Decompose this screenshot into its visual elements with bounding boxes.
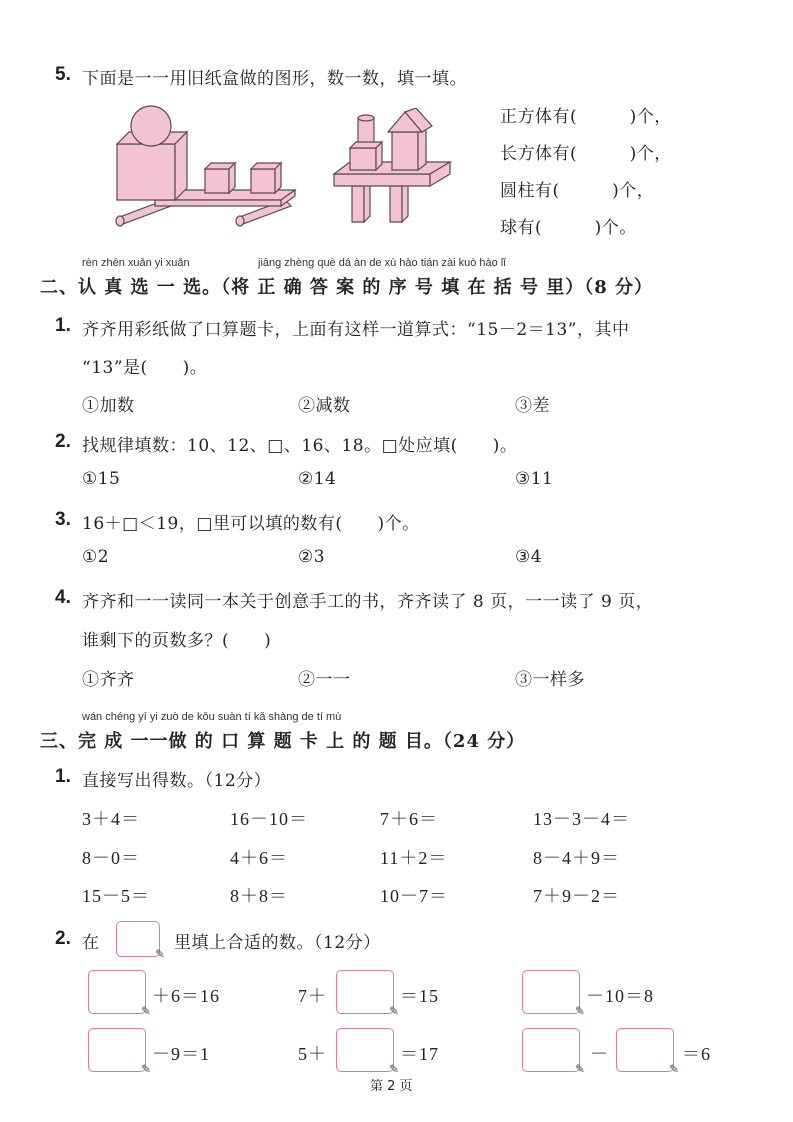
pencil-icon: ✎ [388,1004,399,1018]
answer-cylinder: 圆柱有( )个， [500,181,655,201]
option-1: ①加数 [82,396,135,416]
equation: 8＋8＝ [230,886,288,906]
option-2: ②减数 [298,396,351,416]
section2-pinyin-b: jiāng zhèng què dá àn de xù hào tián zài kuò hào lǐ [258,257,506,269]
equation-mid: － [590,1044,609,1064]
question-number: 2. [55,928,71,949]
question-text: “13”是( )。 [82,358,208,378]
option-2: ②14 [298,469,337,489]
section3-title: 三、完 成 一一做 的 口 算 题 卡 上 的 题 目。（24 分） [40,731,526,752]
question-number: 3. [55,509,71,530]
equation: 8－0＝ [82,848,140,868]
question-text: 齐齐用彩纸做了口算题卡，上面有这样一道算式：“15－2＝13”，其中 [82,320,630,340]
answer-cuboid: 长方体有( )个， [500,144,672,164]
equation: 8－4＋9＝ [533,848,620,868]
section2-pinyin-a: rèn zhēn xuǎn yi xuǎn [82,257,190,269]
pencil-icon: ✎ [154,947,165,961]
equation: 7＋6＝ [380,809,438,829]
question-number: 1. [55,315,71,336]
pencil-icon: ✎ [574,1062,585,1076]
equation: 4＋6＝ [230,848,288,868]
equation: 15－5＝ [82,886,150,906]
option-3: ③11 [515,469,554,489]
option-1: ①2 [82,547,110,567]
equation-head: 5＋ [298,1044,327,1064]
answer-box[interactable] [616,1028,679,1076]
question-number: 5. [55,64,71,85]
option-1: ①齐齐 [82,670,135,690]
pencil-icon: ✎ [140,1004,151,1018]
option-2: ②3 [298,547,326,567]
section3-pinyin: wán chéng yī yi zuò de kǒu suàn tí kǎ shàng de tí mù [82,711,342,723]
question-text: 直接写出得数。（12分） [82,771,272,791]
pencil-icon: ✎ [140,1062,151,1076]
answer-box[interactable] [522,1028,585,1076]
question-number: 1. [55,766,71,787]
equation: 10－7＝ [380,886,448,906]
equation-tail: ＝15 [400,986,439,1006]
question-text: 齐齐和一一读同一本关于创意手工的书，齐齐读了 8 页，一一读了 9 页， [82,592,654,612]
question-text-pre: 在 [82,933,100,953]
equation-tail: －9＝1 [152,1044,210,1064]
option-3: ③4 [515,547,543,567]
answer-box[interactable] [88,1028,151,1076]
answer-cube: 正方体有( )个， [500,107,672,127]
question-text: 16＋□＜19，□里可以填的数有( )个。 [82,514,420,534]
question-text: 下面是一一用旧纸盒做的图形，数一数，填一填。 [82,69,467,89]
answer-box[interactable] [522,970,585,1018]
equation-tail: ＝6 [682,1044,711,1064]
answer-box[interactable] [88,970,151,1018]
equation: 11＋2＝ [380,848,448,868]
equation: 13－3－4＝ [533,809,630,829]
option-3: ③一样多 [515,670,585,690]
question-text: 谁剩下的页数多？( ) [82,631,272,651]
pencil-icon: ✎ [668,1062,679,1076]
pencil-icon: ✎ [388,1062,399,1076]
section2-title: 二、认 真 选 一 选。（将 正 确 答 案 的 序 号 填 在 括 号 里）（8 分） [40,277,654,298]
equation: 16－10＝ [230,809,308,829]
option-1: ①15 [82,469,121,489]
pencil-icon: ✎ [574,1004,585,1018]
equation-tail: ＋6＝16 [152,986,220,1006]
option-2: ②一一 [298,670,351,690]
answer-box[interactable] [336,970,399,1018]
question-text: 找规律填数：10、12、□、16、18。□处应填( )。 [82,436,518,456]
question-number: 4. [55,587,71,608]
answer-box[interactable] [336,1028,399,1076]
question-text-post: 里填上合适的数。（12分） [174,933,381,953]
equation-head: 7＋ [298,986,327,1006]
equation: 7＋9－2＝ [533,886,620,906]
sample-answer-box [116,921,165,961]
question-number: 2. [55,431,71,452]
paper-box-figure-right [330,108,455,226]
equation-tail: －10＝8 [586,986,654,1006]
paper-box-figure-left [105,100,310,230]
equation: 3＋4＝ [82,809,140,829]
option-3: ③差 [515,396,550,416]
answer-sphere: 球有( )个。 [500,218,637,238]
page-number: 第 2 页 [370,1079,413,1094]
equation-tail: ＝17 [400,1044,439,1064]
